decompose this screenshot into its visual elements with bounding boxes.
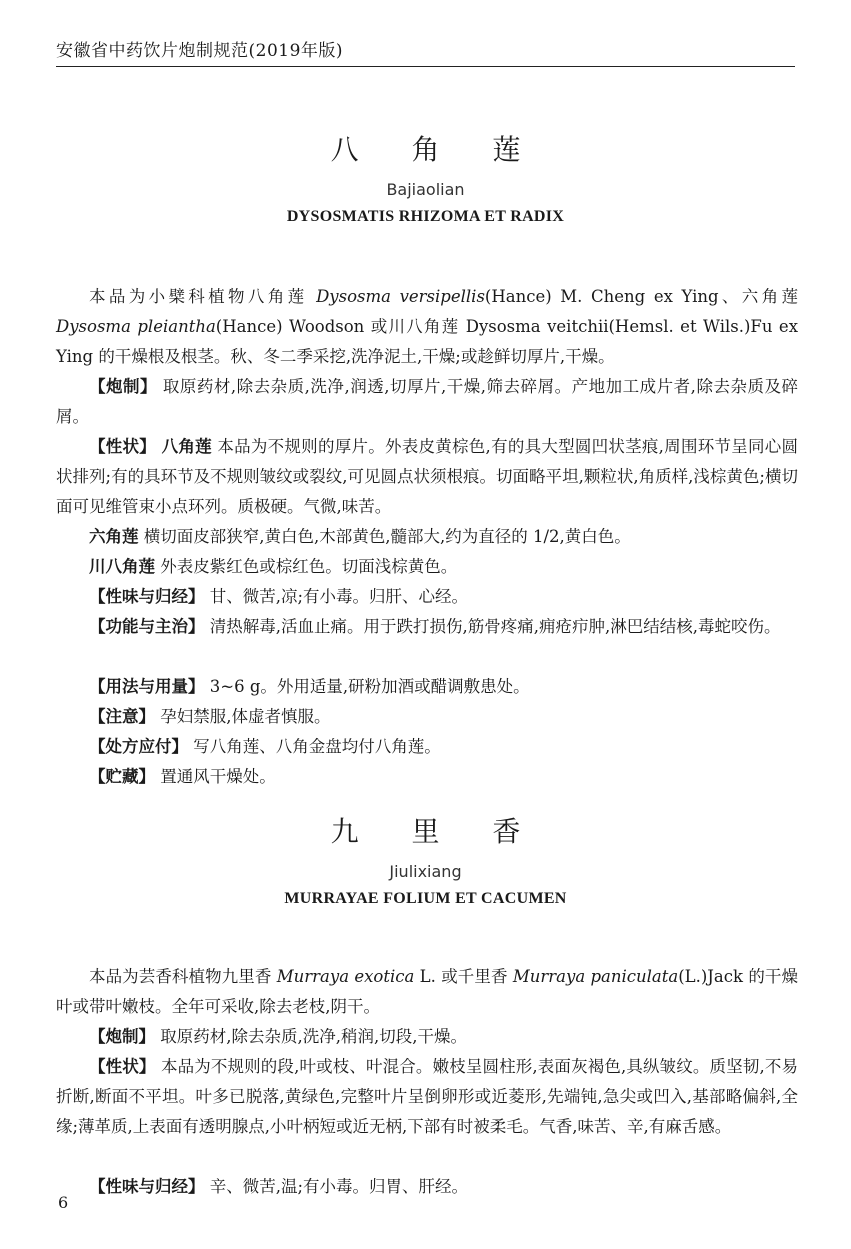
species-name: Dysosma versipellis (316, 287, 485, 306)
entry-pinyin: Bajiaolian (386, 180, 465, 199)
section-label: 【功能与主治】 (89, 617, 205, 636)
dosage-paragraph: 【用法与用量】 3~6 g。外用适量,研粉加酒或醋调敷患处。 (89, 677, 530, 696)
header-rule (56, 66, 795, 67)
section-label: 【性状】 (89, 437, 157, 456)
prescription-paragraph: 【处方应付】 写八角莲、八角金盘均付八角莲。 (89, 737, 441, 756)
section-label: 【注意】 (89, 707, 155, 726)
processing-paragraph: 【炮制】 取原药材,除去杂质,洗净,润透,切厚片,干燥,筛去碎屑。产地加工成片者,除去杂质及碎屑。 (56, 377, 799, 426)
running-head: 安徽省中药饮片炮制规范(2019年版) (56, 41, 344, 61)
page-number: 6 (58, 1193, 69, 1212)
section-label: 【处方应付】 (89, 737, 188, 756)
source-paragraph: 本品为芸香科植物九里香 Murraya exotica L. 或千里香 Murraya paniculata(L.)Jack 的干燥叶或带叶嫩枝。全年可采收,除去老枝,阴干。 (56, 967, 798, 1016)
section-label: 【性味与归经】 (89, 1177, 205, 1196)
description-sub-paragraph: 川八角莲 外表皮紫红色或棕红色。切面浅棕黄色。 (89, 557, 458, 576)
species-name: Murraya paniculata (512, 967, 679, 986)
nature-paragraph: 【性味与归经】 辛、微苦,温;有小毒。归胃、肝经。 (89, 1177, 469, 1196)
entry-title: 八 角 莲 (330, 133, 543, 166)
section-label: 【性味与归经】 (89, 587, 205, 606)
entry-title: 九 里 香 (330, 815, 543, 848)
caution-paragraph: 【注意】 孕妇禁服,体虚者慎服。 (89, 707, 331, 726)
entry-pinyin: Jiulixiang (389, 862, 462, 881)
section-label: 【性状】 (89, 1057, 156, 1076)
species-name: Murraya exotica (276, 967, 415, 986)
entry-latin-name: MURRAYAE FOLIUM ET CACUMEN (284, 890, 567, 907)
species-name: Dysosma pleiantha (56, 317, 216, 336)
section-label: 【贮藏】 (89, 767, 155, 786)
section-label: 【用法与用量】 (89, 677, 205, 696)
sub-item-label: 川八角莲 (89, 557, 155, 576)
description-paragraph: 【性状】 八角莲 本品为不规则的厚片。外表皮黄棕色,有的具大型圆凹状茎痕,周围环节呈同心圆状排列;有的具环节及不规则皱纹或裂纹,可见圆点状须根痕。切面略平坦,颗粒状,角质样,浅棕黄色;横切面可见维管束小点环列。质极硬。气微,味苦。 (56, 437, 799, 516)
entry-latin-name: DYSOSMATIS RHIZOMA ET RADIX (286, 208, 565, 225)
processing-paragraph: 【炮制】 取原药材,除去杂质,洗净,稍润,切段,干燥。 (89, 1027, 467, 1046)
sub-item-label: 八角莲 (161, 437, 212, 456)
sub-item-label: 六角莲 (89, 527, 139, 546)
section-label: 【炮制】 (89, 377, 158, 396)
description-sub-paragraph: 六角莲 横切面皮部狭窄,黄白色,木部黄色,髓部大,约为直径的 1/2,黄白色。 (89, 527, 631, 546)
nature-paragraph: 【性味与归经】 甘、微苦,凉;有小毒。归肝、心经。 (89, 587, 469, 606)
source-paragraph: 本品为小檗科植物八角莲 Dysosma versipellis(Hance) M. Cheng ex Ying、六角莲 Dysosma pleiantha(Hance) Woodson 或川八角莲 Dysosma veitchii(Hemsl. et Wils.)Fu ex Ying 的干燥根及根茎。秋、冬二季采挖,洗净泥土,干燥;或趁鲜切厚片,干燥。 (56, 287, 798, 366)
section-label: 【炮制】 (89, 1027, 155, 1046)
functions-paragraph: 【功能与主治】 清热解毒,活血止痛。用于跌打损伤,筋骨疼痛,痈疮疖肿,淋巴结结核,毒蛇咬伤。 (89, 617, 781, 636)
storage-paragraph: 【贮藏】 置通风干燥处。 (89, 767, 276, 786)
description-paragraph: 【性状】 本品为不规则的段,叶或枝、叶混合。嫩枝呈圆柱形,表面灰褐色,具纵皱纹。质坚韧,不易折断,断面不平坦。叶多已脱落,黄绿色,完整叶片呈倒卵形或近菱形,先端钝,急尖或凹入,基部略偏斜,全缘;薄革质,上表面有透明腺点,小叶柄短或近无柄,下部有时被柔毛。气香,味苦、辛,有麻舌感。 (56, 1057, 799, 1136)
